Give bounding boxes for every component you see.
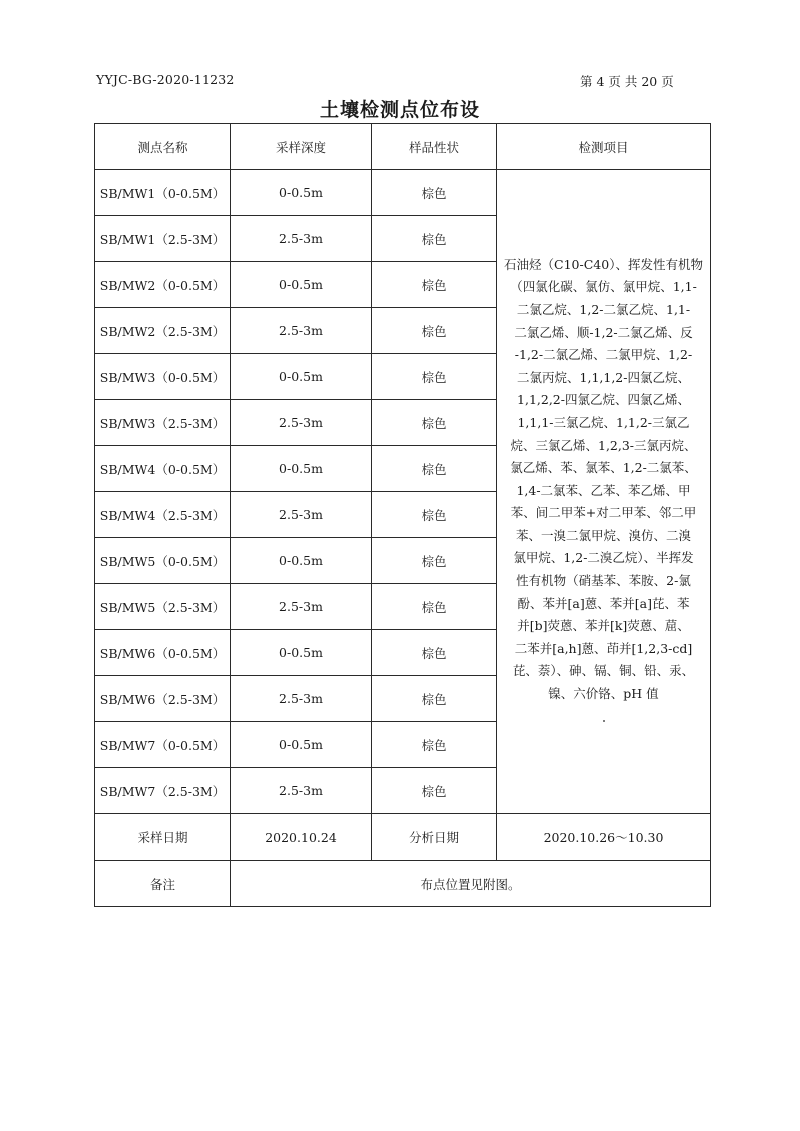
test-items-line: 1,4-二氯苯、乙苯、苯乙烯、甲 [516, 482, 691, 498]
cell-name: SB/MW2（0-0.5M） [95, 262, 231, 308]
cell-name: SB/MW4（2.5-3M） [95, 492, 231, 538]
cell-depth: 2.5-3m [231, 492, 372, 538]
cell-property: 棕色 [372, 630, 497, 676]
cell-depth: 2.5-3m [231, 768, 372, 814]
cell-name: SB/MW6（0-0.5M） [95, 630, 231, 676]
cell-property: 棕色 [372, 722, 497, 768]
cell-property: 棕色 [372, 676, 497, 722]
dates-row [95, 814, 711, 861]
cell-property: 棕色 [372, 584, 497, 630]
cell-property: 棕色 [372, 262, 497, 308]
test-items-line: 镍、六价铬、pH 值 [548, 686, 659, 702]
cell-name: SB/MW3（0-0.5M） [95, 354, 231, 400]
cell-name: SB/MW5（0-0.5M） [95, 538, 231, 584]
cell-property: 棕色 [372, 538, 497, 584]
cell-depth: 0-0.5m [231, 354, 372, 400]
stray-mark [603, 720, 605, 722]
cell-property: 棕色 [372, 492, 497, 538]
test-items-line: 1,1,1-三氯乙烷、1,1,2-三氯乙 [517, 414, 690, 430]
test-items-line: 二氯丙烷、1,1,1,2-四氯乙烷、 [517, 369, 690, 385]
cell-depth: 0-0.5m [231, 722, 372, 768]
cell-depth: 0-0.5m [231, 446, 372, 492]
remark-row [95, 861, 711, 907]
cell-property: 棕色 [372, 170, 497, 216]
cell-depth: 2.5-3m [231, 216, 372, 262]
cell-property: 棕色 [372, 768, 497, 814]
test-items-line: 苯、间二甲苯+对二甲苯、邻二甲 [510, 505, 697, 521]
test-items-line: 二苯并[a,h]蒽、茚并[1,2,3-cd] [514, 640, 693, 656]
column-header: 样品性状 [372, 124, 497, 170]
cell-name: SB/MW1（2.5-3M） [95, 216, 231, 262]
cell-depth: 2.5-3m [231, 308, 372, 354]
remark-value: 布点位置见附图。 [231, 861, 711, 907]
test-items-line: 二氯乙烯、顺-1,2-二氯乙烯、反 [514, 324, 693, 340]
analysis-date-label: 分析日期 [372, 814, 497, 861]
cell-depth: 2.5-3m [231, 584, 372, 630]
cell-name: SB/MW4（0-0.5M） [95, 446, 231, 492]
cell-depth: 0-0.5m [231, 538, 372, 584]
column-header: 检测项目 [497, 124, 711, 170]
test-items-cell [497, 170, 711, 814]
column-header: 采样深度 [231, 124, 372, 170]
page-info: 第 4 页 共 20 页 [580, 74, 674, 89]
cell-depth: 0-0.5m [231, 262, 372, 308]
cell-depth: 2.5-3m [231, 676, 372, 722]
analysis-date: 2020.10.26～10.30 [497, 814, 711, 861]
cell-property: 棕色 [372, 400, 497, 446]
cell-property: 棕色 [372, 216, 497, 262]
cell-depth: 0-0.5m [231, 630, 372, 676]
cell-name: SB/MW7（0-0.5M） [95, 722, 231, 768]
cell-depth: 2.5-3m [231, 400, 372, 446]
page-title: 土壤检测点位布设 [319, 99, 480, 121]
cell-property: 棕色 [372, 308, 497, 354]
sampling-date-label: 采样日期 [95, 814, 231, 861]
cell-property: 棕色 [372, 354, 497, 400]
column-header: 测点名称 [95, 124, 231, 170]
test-items-line: 苯、一溴二氯甲烷、溴仿、二溴 [515, 527, 691, 543]
test-items-line: -1,2-二氯乙烯、二氯甲烷、1,2- [514, 347, 693, 363]
cell-name: SB/MW5（2.5-3M） [95, 584, 231, 630]
cell-name: SB/MW3（2.5-3M） [95, 400, 231, 446]
test-items-line: 二氯乙烷、1,2-二氯乙烷、1,1- [516, 301, 691, 317]
test-items-line: 1,1,2,2-四氯乙烷、四氯乙烯、 [517, 392, 690, 408]
test-items-line: 石油烃（C10-C40）、挥发性有机物 [504, 256, 703, 272]
table-header-row [95, 124, 711, 170]
test-items-line: 性有机物（硝基苯、苯胺、2-氯 [516, 573, 691, 589]
cell-name: SB/MW7（2.5-3M） [95, 768, 231, 814]
test-items-line: 氯乙烯、苯、氯苯、1,2-二氯苯、 [510, 460, 697, 476]
test-items-line: 芘、萘）、砷、镉、铜、铅、汞、 [512, 663, 695, 679]
cell-property: 棕色 [372, 446, 497, 492]
sampling-table [94, 123, 711, 907]
sampling-date: 2020.10.24 [231, 814, 372, 861]
test-items-line: 氯甲烷、1,2-二溴乙烷）、半挥发 [513, 550, 694, 566]
cell-name: SB/MW2（2.5-3M） [95, 308, 231, 354]
cell-name: SB/MW1（0-0.5M） [95, 170, 231, 216]
test-items-line: 酚、苯并[a]蒽、苯并[a]芘、苯 [517, 595, 690, 611]
test-items-line: （四氯化碳、氯仿、氯甲烷、1,1- [510, 279, 697, 295]
report-number: YYJC-BG-2020-11232 [96, 72, 235, 87]
table-row [95, 170, 711, 216]
test-items-line: 烷、三氯乙烯、1,2,3-三氯丙烷、 [510, 437, 697, 453]
remark-label: 备注 [95, 861, 231, 907]
cell-depth: 0-0.5m [231, 170, 372, 216]
test-items-line: 并[b]荧蒽、苯并[k]荧蒽、䓛、 [517, 618, 690, 634]
cell-name: SB/MW6（2.5-3M） [95, 676, 231, 722]
